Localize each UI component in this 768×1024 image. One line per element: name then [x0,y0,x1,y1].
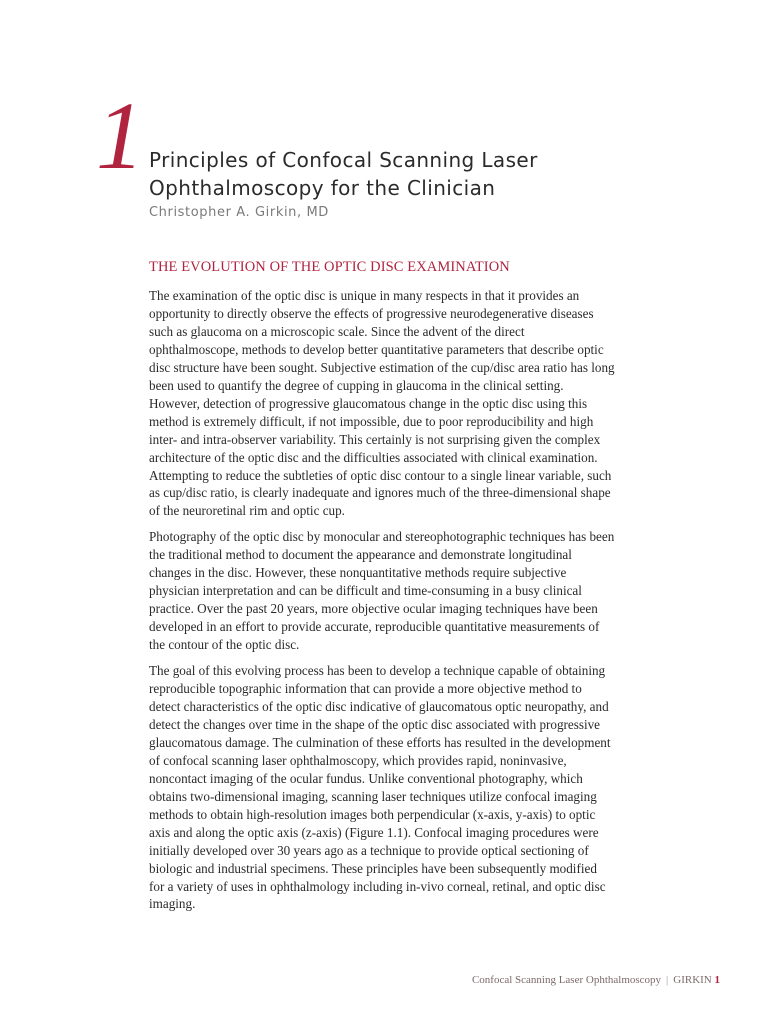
paragraph-1: The examination of the optic disc is unique in many respects in that it provides an opportunity to directly observe the effects of progressive neurodegenerative diseases such as glaucoma on a microscopic scale. Since the advent of the direct ophthalmoscope, methods to develop better quantitative parameters that describe optic disc structure have been sought. Subjective estimation of the cup/disc area ratio has long been used to quantify the degree of cupping in glaucoma in the clinical setting. However, detection of progressive glaucomatous change in the optic disc using this method is extremely difficult, if not impossible, due to poor reproducibility and high inter- and intra-observer variability. This certainly is not surprising given the complex architecture of the optic disc and the difficulties associated with clinical examination. Attempting to reduce the subtleties of optic disc contour to a single linear variable, such as cup/disc ratio, is clearly inadequate and ignores much of the three-dimensional shape of the neuroretinal rim and optic cup. [149,288,615,519]
chapter-number: 1 [96,82,144,189]
footer-running-title: Confocal Scanning Laser Ophthalmoscopy [471,974,662,986]
paragraph-3: The goal of this evolving process has been to develop a technique capable of obtaining reproducible topographic information that can provide a more objective method to detect characteristics of the optic disc indicative of glaucomatous optic neuropathy, and detect the changes over time in the shape of the optic disc associated with progressive glaucomatous damage. The culmination of these efforts has resulted in the development of confocal scanning laser ophthalmoscopy, which provides rapid, noninvasive, noncontact imaging of the ocular fundus. Unlike conventional photography, which obtains two-dimensional imaging, scanning laser techniques utilize confocal imaging methods to obtain high-resolution images both perpendicular (x-axis, y-axis) to optic axis and along the optic axis (z-axis) (Figure 1.1). Confocal imaging procedures were initially developed over 30 years ago as a technique to provide optical sectioning of biologic and industrial specimens. These principles have been subsequently modified for a variety of uses in ophthalmology including in-vivo corneal, retinal, and optic disc imaging. [149,663,611,912]
chapter-title [149,146,538,202]
footer-author: GIRKIN [673,974,712,986]
section-heading: THE EVOLUTION OF THE OPTIC DISC EXAMINATION [149,259,510,275]
chapter-header [96,82,716,228]
page-footer [472,973,720,987]
footer-separator: | [666,974,669,986]
footer-page-number: 1 [714,974,720,986]
chapter-title-line-1: Principles of Confocal Scanning Laser [149,148,538,172]
chapter-author: Christopher A. Girkin, MD [149,205,329,220]
paragraph-2: Photography of the optic disc by monocular and stereophotographic techniques has been the traditional method to document the appearance and demonstrate longitudinal changes in the disc. However, these nonquantitative methods require subjective physician interpretation and can be difficult and time-consuming in a busy clinical practice. Over the past 20 years, more objective ocular imaging techniques have been developed in an effort to provide accurate, reproducible quantitative measurements of the contour of the optic disc. [149,529,615,653]
chapter-title-line-2: Ophthalmoscopy for the Clinician [149,176,496,200]
body-text [149,287,615,921]
